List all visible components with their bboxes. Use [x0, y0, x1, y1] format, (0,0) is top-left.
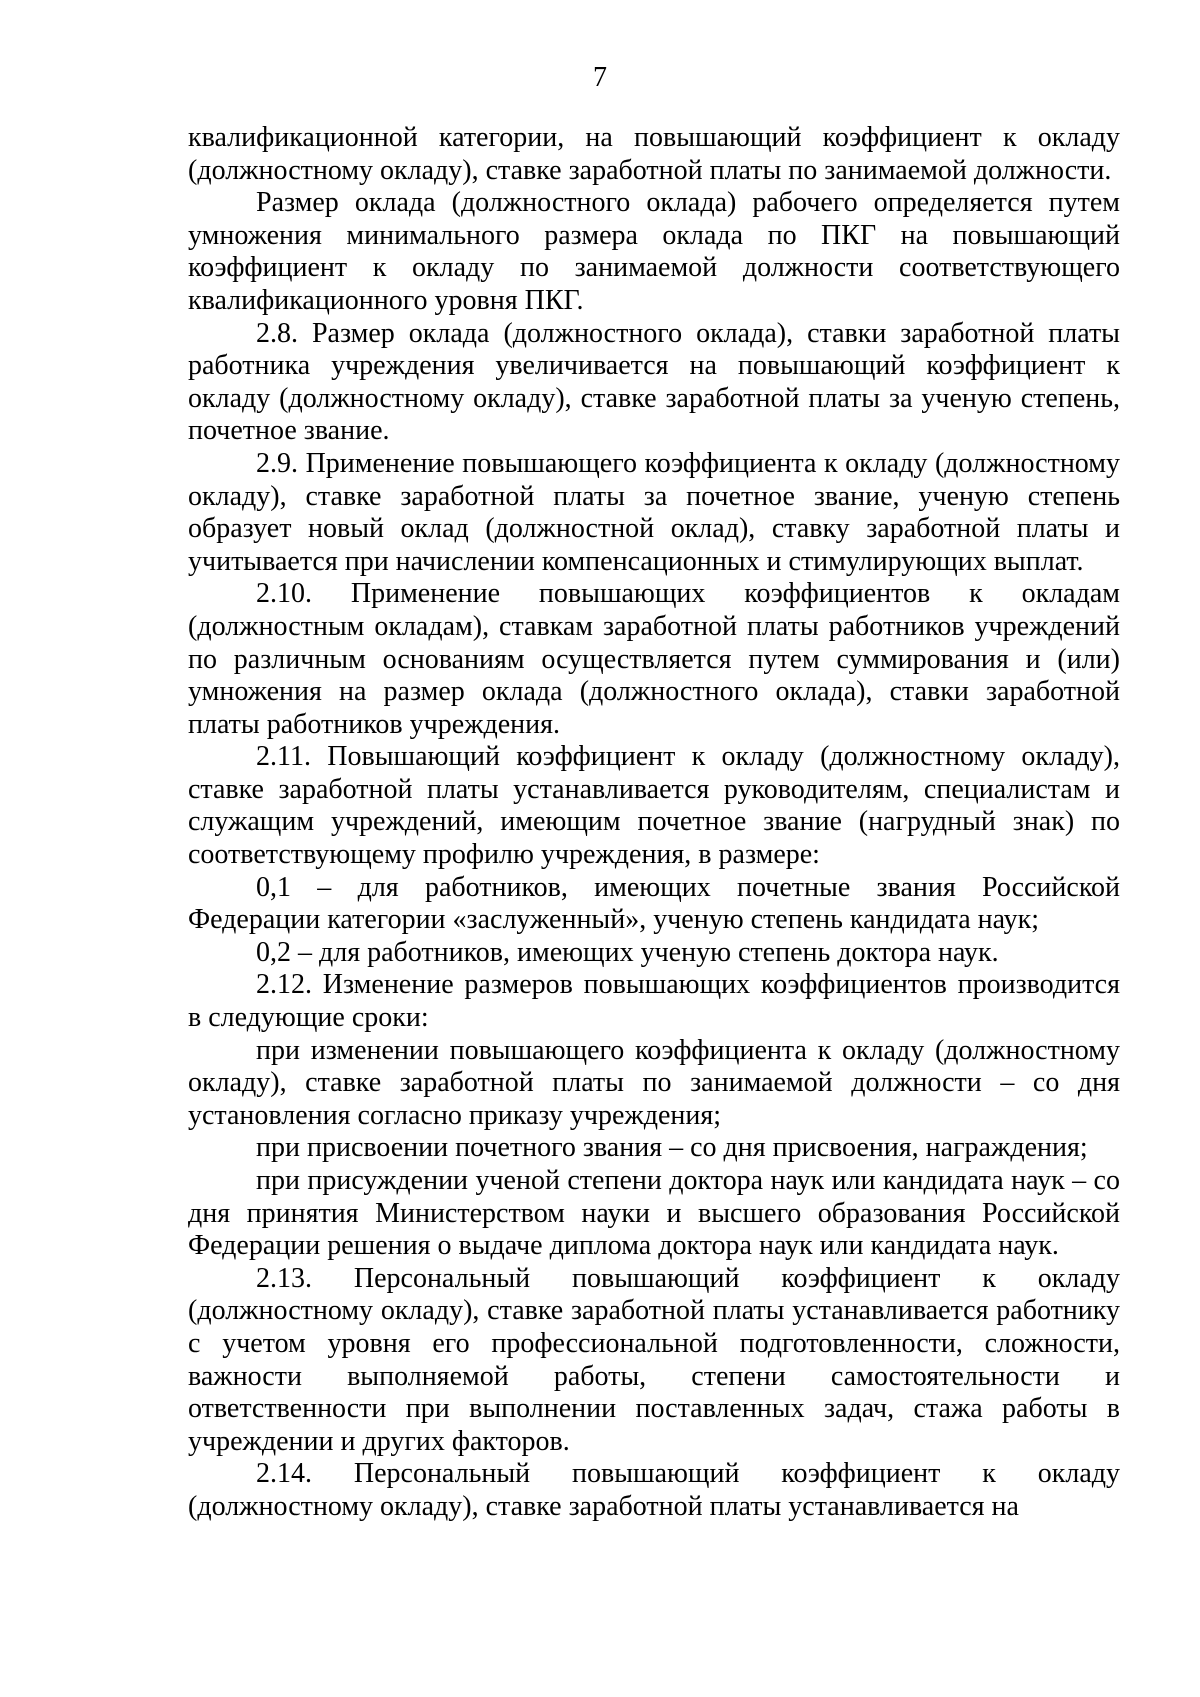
paragraph-term-title: при присвоении почетного звания – со дня присвоения, награждения;	[256, 1132, 1088, 1164]
paragraph-2-9: 2.9. Применение повышающего коэффициента к окладу (должностному окладу), ставке заработной платы за почетное звание, ученую степень образует новый оклад (должностной оклад), ставку заработной платы и учитывается при начислении компенсационных и стимулирующих выплат.	[188, 447, 1120, 577]
page-number: 7	[593, 62, 607, 93]
paragraph-2-12: 2.12. Изменение размеров повышающих коэффициентов производится в следующие сроки:	[188, 969, 1120, 1034]
paragraph-2-8: 2.8. Размер оклада (должностного оклада), ставки заработной платы работника учреждения увеличивается на повышающий коэффициент к окладу (должностному окладу), ставке заработной платы за ученую степень, почетное звание.	[188, 317, 1120, 447]
paragraph-2-10: 2.10. Применение повышающих коэффициентов к окладам (должностным окладам), ставкам заработной платы работников учреждений по различным основаниям осуществляется путем суммирования и (или) умножения на размер оклада (должностного оклада), ставки заработной платы работников учреждения.	[188, 578, 1120, 740]
paragraph: квалификационной категории, на повышающий коэффициент к окладу (должностному окладу), ставке заработной платы по занимаемой должности.	[188, 122, 1120, 186]
paragraph-coefficient-0-2: 0,2 – для работников, имеющих ученую степень доктора наук.	[256, 936, 999, 968]
paragraph: Размер оклада (должностного оклада) рабочего определяется путем умножения минимального размера оклада по ПКГ на повышающий коэффициент к окладу по занимаемой должности соответствующего квалификационного уровня ПКГ.	[188, 187, 1120, 316]
document-body	[188, 122, 1120, 1524]
paragraph-coefficient-0-1: 0,1 – для работников, имеющих почетные звания Российской Федерации категории «заслуженный», ученую степень кандидата наук;	[188, 871, 1120, 936]
paragraph-term-position: при изменении повышающего коэффициента к окладу (должностному окладу), ставке заработной платы по занимаемой должности – со дня установления согласно приказу учреждения;	[188, 1034, 1120, 1131]
paragraph-2-14: 2.14. Персональный повышающий коэффициент к окладу (должностному окладу), ставке заработной платы устанавливается на	[188, 1458, 1120, 1522]
paragraph-2-13: 2.13. Персональный повышающий коэффициент к окладу (должностному окладу), ставке заработной платы устанавливается работнику с учетом уровня его профессиональной подготовленности, сложности, важности выполняемой работы, степени самостоятельности и ответственности при выполнении поставленных задач, стажа работы в учреждении и других факторов.	[188, 1262, 1120, 1457]
paragraph-2-11: 2.11. Повышающий коэффициент к окладу (должностному окладу), ставке заработной платы устанавливается руководителям, специалистам и служащим учреждений, имеющим почетное звание (нагрудный знак) по соответствующему профилю учреждения, в размере:	[188, 741, 1120, 871]
paragraph-term-degree: при присуждении ученой степени доктора наук или кандидата наук – со дня принятия Министерством науки и высшего образования Российской Федерации решения о выдаче диплома доктора наук или кандидата наук.	[188, 1165, 1120, 1262]
